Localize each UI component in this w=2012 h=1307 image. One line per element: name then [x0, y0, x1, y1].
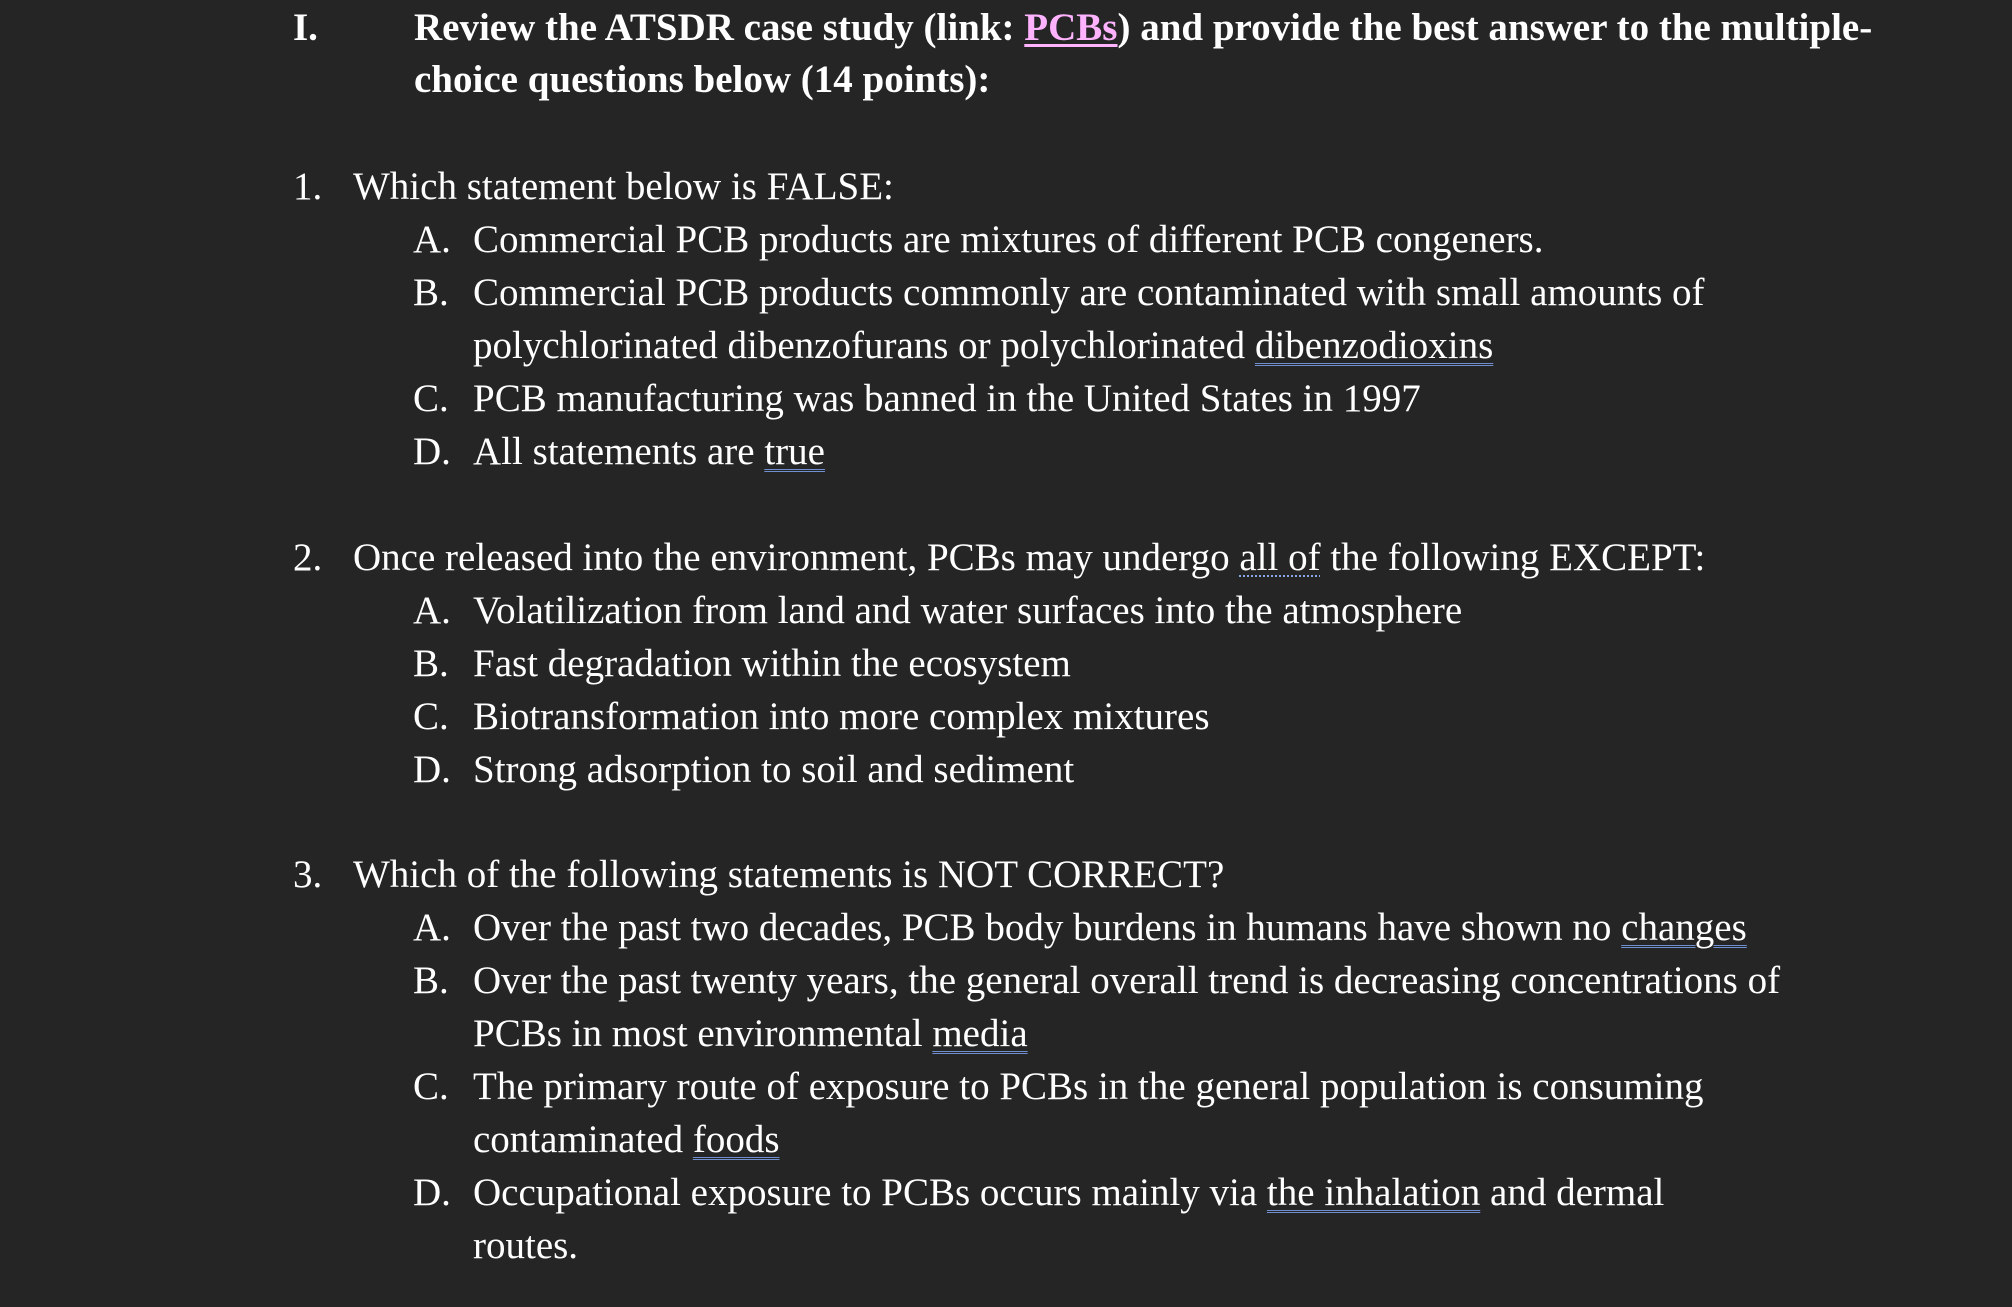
option-list: [413, 213, 1993, 478]
option-list: [413, 901, 1993, 1272]
proofing-flagged-word[interactable]: foods: [692, 1118, 780, 1161]
option-d[interactable]: [413, 425, 1993, 478]
question-stem: [353, 531, 1705, 584]
option-c[interactable]: [413, 1060, 1993, 1166]
option-text: [473, 425, 1793, 478]
option-letter: A.: [413, 589, 451, 632]
option-text: [473, 1060, 1793, 1166]
section-text-after-link: ) and provide the best answer to the multiple-choice questions below (14 points):: [414, 6, 1873, 101]
option-d[interactable]: [413, 743, 1993, 796]
option-text-body: Over the past two decades, PCB body burdens in humans have shown no: [473, 906, 1622, 949]
option-text: Volatilization from land and water surfaces into the atmosphere: [473, 589, 1463, 632]
proofing-flagged-word[interactable]: media: [932, 1012, 1028, 1055]
option-text: [473, 901, 1833, 954]
option-c[interactable]: [413, 690, 1993, 743]
option-text: Strong adsorption to soil and sediment: [473, 748, 1075, 791]
option-b[interactable]: [413, 266, 1993, 372]
option-letter: A.: [413, 218, 451, 261]
question-number: 2.: [293, 536, 323, 579]
option-list: [413, 584, 1993, 796]
option-text: [473, 213, 1793, 266]
section-text-before-link: Review the ATSDR case study (link:: [414, 6, 1025, 49]
section-instructions: [414, 2, 1874, 106]
option-text-body: All statements are: [473, 430, 765, 473]
proofing-flagged-word[interactable]: changes: [1621, 906, 1747, 949]
option-text: Biotransformation into more complex mixtures: [473, 695, 1210, 738]
option-a[interactable]: [413, 213, 1993, 266]
option-text: [473, 372, 1793, 425]
section-numeral: I.: [293, 6, 318, 49]
option-d[interactable]: [413, 1166, 1993, 1272]
option-letter: D.: [413, 748, 451, 791]
option-b[interactable]: [413, 637, 1993, 690]
option-letter: D.: [413, 1171, 451, 1214]
option-text: Fast degradation within the ecosystem: [473, 642, 1071, 685]
proofing-flagged-phrase[interactable]: the inhalation: [1266, 1171, 1481, 1214]
option-text-body: Over the past twenty years, the general overall trend is decreasing concentrations of PCBs in most environmental: [473, 959, 1781, 1055]
option-text: [473, 266, 1793, 372]
option-letter: C.: [413, 377, 449, 420]
proofing-flagged-phrase[interactable]: all of: [1239, 536, 1321, 579]
option-text-after: and dermal routes.: [473, 1171, 1665, 1267]
option-text: [473, 1166, 1763, 1272]
option-letter: C.: [413, 1065, 449, 1108]
option-text-body: Occupational exposure to PCBs occurs mainly via: [473, 1171, 1267, 1214]
option-letter: B.: [413, 959, 449, 1002]
question-stem: Which of the following statements is NOT CORRECT?: [353, 853, 1225, 896]
pcbs-link[interactable]: PCBs: [1024, 6, 1118, 49]
option-text-body: Commercial PCB products are mixtures of different PCB congeners.: [473, 218, 1544, 261]
option-text-body: PCB manufacturing was banned in the United States in 1997: [473, 377, 1421, 420]
option-letter: B.: [413, 271, 449, 314]
option-text-body: Commercial PCB products commonly are contaminated with small amounts of polychlorinated dibenzofurans or polychlorinated: [473, 271, 1705, 367]
option-text: [473, 954, 1833, 1060]
question-number: 3.: [293, 853, 323, 896]
proofing-flagged-word[interactable]: true: [764, 430, 825, 473]
option-letter: A.: [413, 906, 451, 949]
proofing-flagged-word[interactable]: dibenzodioxins: [1254, 324, 1494, 367]
question-stem-after: the following EXCEPT:: [1320, 536, 1706, 579]
option-c[interactable]: [413, 372, 1993, 425]
option-text-body: The primary route of exposure to PCBs in the general population is consuming contaminated: [473, 1065, 1704, 1161]
option-letter: C.: [413, 695, 449, 738]
option-b[interactable]: [413, 954, 1993, 1060]
option-a[interactable]: [413, 584, 1993, 637]
question-stem: Which statement below is FALSE:: [353, 165, 894, 208]
option-letter: B.: [413, 642, 449, 685]
option-letter: D.: [413, 430, 451, 473]
question-number: 1.: [293, 165, 323, 208]
question-stem-before: Once released into the environment, PCBs may undergo: [353, 536, 1240, 579]
option-a[interactable]: [413, 901, 1993, 954]
